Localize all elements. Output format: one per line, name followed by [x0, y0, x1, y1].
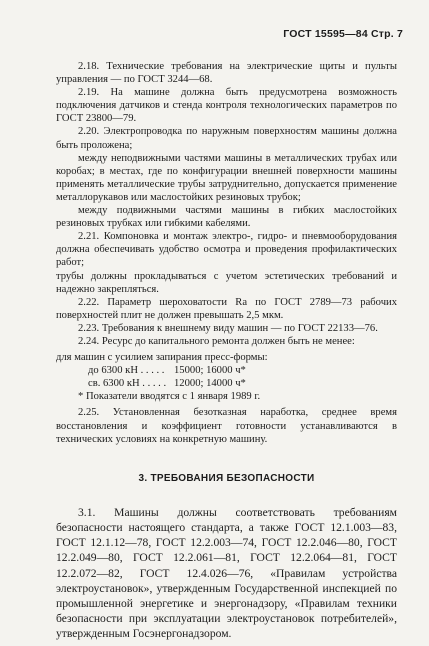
paragraph-2-20: 2.20. Электропроводка по наружным поверхностям машины должна быть проложена; — [56, 126, 397, 151]
press-row — [56, 364, 397, 377]
paragraph-2-20-fixed-parts: между неподвижными частями машины в металлических трубах или коробах; в местах, где по конфигурации внешней поверхности машины применять металлические трубы затруднительно, допускается применение металлорукавов или маслостойких резиновых трубок; — [56, 152, 397, 203]
section-title: 3. ТРЕБОВАНИЯ БЕЗОПАСНОСТИ — [138, 472, 315, 484]
paragraph-2-24: 2.24. Ресурс до капитального ремонта должен быть не менее: — [78, 335, 355, 347]
paragraph-2-20-moving-parts: между подвижными частями машины в гибких маслостойких резиновых трубках или гибкими кабелями. — [56, 205, 397, 230]
page-body — [56, 60, 397, 642]
paragraph-2-22: 2.22. Параметр шероховатости Ra по ГОСТ 2789—73 рабочих поверхностей плит не должен превышать 2,5 мкм. — [56, 296, 397, 321]
press-row-value: 15000; 16000 ч* — [174, 365, 246, 377]
paragraph-2-18: 2.18. Технические требования на электрические щиты и пульты управления — по ГОСТ 3244—68. — [56, 61, 397, 86]
paragraph-2-25: 2.25. Установленная безотказная наработка, среднее время восстановления и коэффициент готовности устанавливаются в технических условиях на конкретную машину. — [56, 407, 397, 445]
press-row — [56, 377, 397, 390]
paragraph-3-1: 3.1. Машины должны соответствовать требованиям безопасности настоящего стандарта, а также ГОСТ 12.1.003—83, ГОСТ 12.1.12—78, ГОСТ 12.2.003—74, ГОСТ 12.2.046—80, ГОСТ 12.2.049—80, ГОСТ 12.2.061—81, ГОСТ 12.2.064—81, ГОСТ 12.2.072—82, ГОСТ 12.4.026—76, «Правилам устройства электроустановок», утвержденным Государственной инспекцией по промышленной энергетике и энергонадзору, «Правилам техники безопасности при эксплуатации электроустановок потребителей», утвержденным Госэнергонадзором. — [56, 505, 397, 641]
footnote: * Показатели вводятся с 1 января 1989 г. — [78, 391, 261, 403]
paragraph-2-19: 2.19. На машине должна быть предусмотрена возможность подключения датчиков и стенда контроля технологических параметров по ГОСТ 23800—79. — [56, 87, 397, 125]
press-row-label: св. 6300 кН . . . . . — [88, 378, 167, 390]
press-row-label: до 6300 кН . . . . . — [88, 365, 165, 377]
paragraph-2-23: 2.23. Требования к внешнему виду машин — по ГОСТ 22133—76. — [78, 322, 378, 334]
page-header: ГОСТ 15595—84 Стр. 7 — [283, 28, 403, 40]
paragraph-2-21-pipes: трубы должны прокладываться с учетом эстетических требований и надежно закрепляться. — [56, 270, 397, 295]
paragraph-2-21: 2.21. Компоновка и монтаж электро-, гидро- и пневмооборудования должна обеспечивать удобство осмотра и проведения профилактических работ; — [56, 231, 397, 269]
press-row-value: 12000; 14000 ч* — [174, 378, 246, 390]
press-intro: для машин с усилием запирания пресс-формы: — [56, 352, 268, 364]
